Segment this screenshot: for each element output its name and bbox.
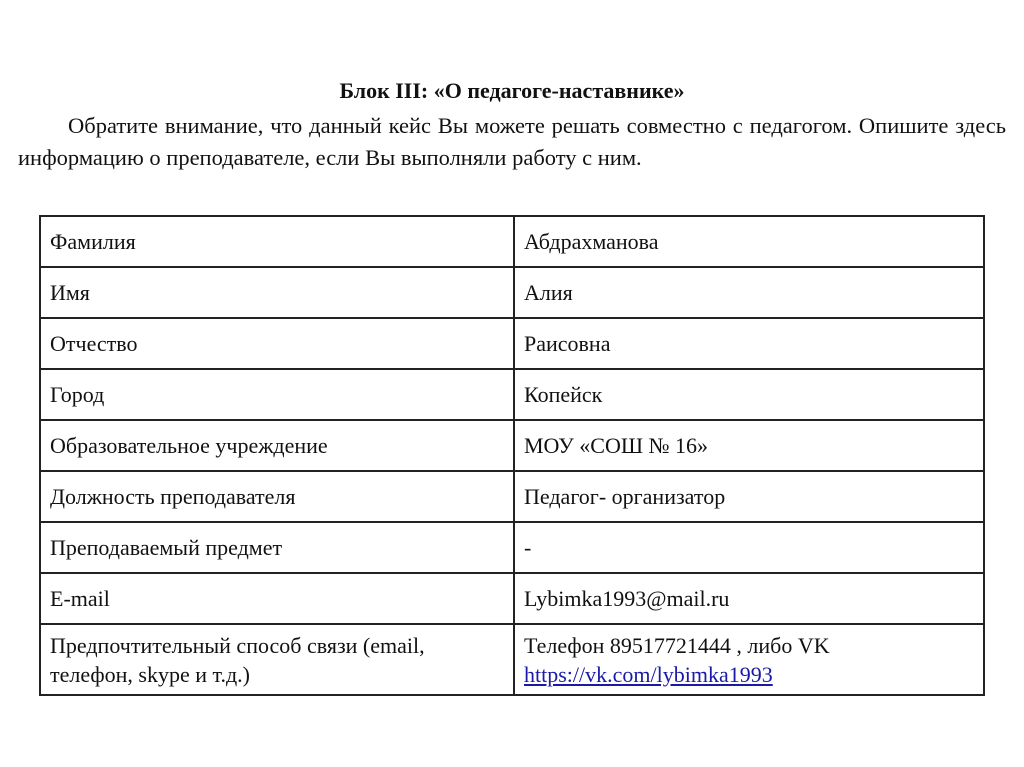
row-label: E-mail xyxy=(40,573,514,624)
row-value: Педагог- организатор xyxy=(514,471,984,522)
row-value: Lybimka1993@mail.ru xyxy=(514,573,984,624)
table-row-contact xyxy=(40,624,984,695)
vk-link[interactable]: https://vk.com/lybimka1993 xyxy=(524,661,773,687)
row-value: Раисовна xyxy=(514,318,984,369)
row-value: Абдрахманова xyxy=(514,216,984,267)
table-row xyxy=(40,573,984,624)
row-label: Город xyxy=(40,369,514,420)
row-label: Отчество xyxy=(40,318,514,369)
row-value: - xyxy=(514,522,984,573)
row-label: Имя xyxy=(40,267,514,318)
row-label: Преподаваемый предмет xyxy=(40,522,514,573)
table-row xyxy=(40,267,984,318)
row-value: Копейск xyxy=(514,369,984,420)
row-label: Должность преподавателя xyxy=(40,471,514,522)
table-row xyxy=(40,369,984,420)
intro-paragraph: Обратите внимание, что данный кейс Вы можете решать совместно с педагогом. Опишите здесь информацию о преподавателе, если Вы выполняли работу с ним. xyxy=(18,113,1006,170)
mentor-info-table xyxy=(39,215,985,696)
block-title: Блок III: «О педагоге-наставнике» xyxy=(339,78,685,103)
row-label: Фамилия xyxy=(40,216,514,267)
table-row xyxy=(40,522,984,573)
table-row xyxy=(40,318,984,369)
row-value: МОУ «СОШ № 16» xyxy=(514,420,984,471)
row-label: Предпочтительный способ связи (email, телефон, skype и т.д.) xyxy=(40,624,514,695)
row-value: Алия xyxy=(514,267,984,318)
contact-text: Телефон 89517721444 , либо VK xyxy=(524,632,830,658)
row-value xyxy=(514,624,984,695)
row-label: Образовательное учреждение xyxy=(40,420,514,471)
table-row xyxy=(40,216,984,267)
table-row xyxy=(40,420,984,471)
table-row xyxy=(40,471,984,522)
